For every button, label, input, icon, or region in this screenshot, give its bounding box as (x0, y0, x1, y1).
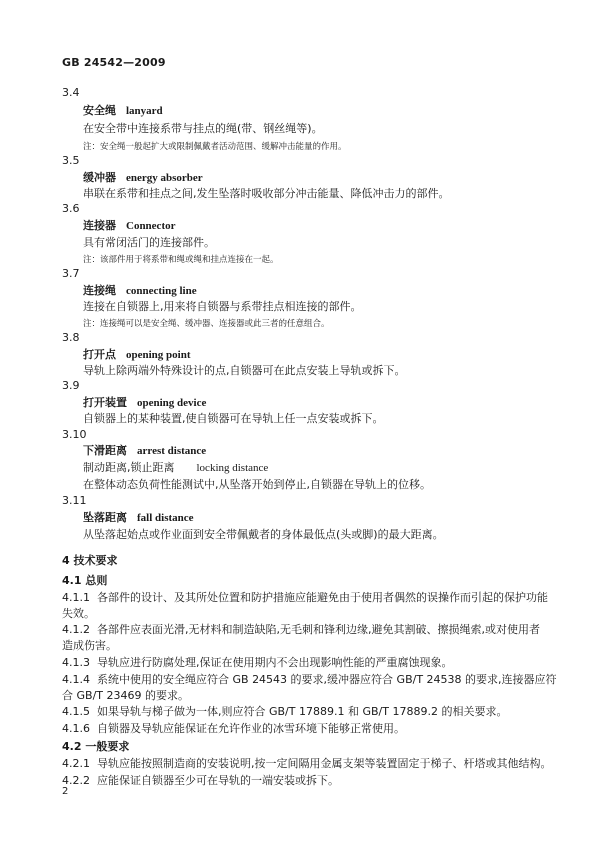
clause-number: 4.1.3 (62, 656, 90, 669)
clause-continuation: 造成伤害。 (62, 639, 117, 652)
clause-text: 系统中使用的安全绳应符合 GB 24543 的要求,缓冲器应符合 GB/T 24538 的要求,连接器应符 (97, 673, 557, 686)
term-heading (83, 103, 543, 119)
term-en: fall distance (137, 512, 194, 524)
clause-number: 4.1.5 (62, 705, 90, 718)
term-heading (83, 347, 543, 363)
term-alternative (83, 460, 543, 476)
term-zh: 连接绳 (83, 284, 116, 297)
section-title: 4 技术要求 (62, 554, 118, 567)
term-en: connecting line (126, 285, 197, 297)
term-note: 注：连接绳可以是安全绳、缓冲器、连接器或此三者的任意组合。 (83, 319, 330, 329)
term-number: 3.8 (62, 331, 80, 344)
term-note: 注：安全绳一般起扩大或限制佩戴者活动范围、缓解冲击能量的作用。 (83, 142, 347, 152)
term-number: 3.7 (62, 267, 80, 280)
term-number: 3.11 (62, 494, 87, 507)
term-number: 3.5 (62, 154, 80, 167)
subsection-title: 4.1 总则 (62, 574, 108, 587)
clause-line (62, 672, 557, 688)
subsection-title: 4.2 一般要求 (62, 740, 130, 753)
term-definition: 串联在系带和挂点之间,发生坠落时吸收部分冲击能量、降低冲击力的部件。 (83, 187, 450, 200)
clause-line (62, 655, 542, 671)
term-en: Connector (126, 220, 176, 232)
clause-line (62, 773, 542, 789)
clause-line (62, 622, 542, 638)
term-zh: 安全绳 (83, 104, 116, 117)
standard-number: GB 24542—2009 (62, 56, 166, 69)
term-definition: 自锁器上的某种装置,使自锁器可在导轨上任一点安装或拆下。 (83, 412, 384, 425)
term-heading (83, 283, 543, 299)
clause-number: 4.2.1 (62, 757, 90, 770)
term-en: arrest distance (137, 445, 207, 457)
clause-number: 4.2.2 (62, 774, 90, 787)
term-zh: 打开点 (83, 348, 116, 361)
term-alt-en: locking distance (196, 462, 269, 474)
term-zh: 打开装置 (83, 396, 127, 409)
term-en: lanyard (126, 105, 163, 117)
clause-number: 4.1.1 (62, 591, 90, 604)
term-definition: 具有常闭活门的连接部件。 (83, 236, 215, 249)
clause-text: 各部件的设计、及其所处位置和防护措施应能避免由于使用者偶然的误操作而引起的保护功能 (97, 591, 548, 604)
term-heading (83, 218, 543, 234)
clause-text: 各部件应表面光滑,无材料和制造缺陷,无毛刺和锋利边缘,避免其割破、擦损绳索,或对使用者 (97, 623, 540, 636)
term-note: 注：该部件用于将系带和绳或绳和挂点连接在一起。 (83, 255, 279, 265)
clause-number: 4.1.4 (62, 673, 90, 686)
clause-text: 导轨应能按照制造商的安装说明,按一定间隔用金属支架等装置固定于梯子、杆塔或其他结构。 (97, 757, 552, 770)
term-zh: 下滑距离 (83, 444, 127, 457)
term-number: 3.9 (62, 379, 80, 392)
clause-line (62, 756, 552, 772)
clause-text: 导轨应进行防腐处理,保证在使用期内不会出现影响性能的严重腐蚀现象。 (97, 656, 453, 669)
term-definition: 连接在自锁器上,用来将自锁器与系带挂点相连接的部件。 (83, 300, 362, 313)
term-zh: 连接器 (83, 219, 116, 232)
term-definition: 从坠落起始点或作业面到安全带佩戴者的身体最低点(头或脚)的最大距离。 (83, 528, 444, 541)
clause-text: 应能保证自锁器至少可在导轨的一端安装或拆下。 (97, 774, 339, 787)
term-definition: 导轨上除两端外特殊设计的点,自锁器可在此点安装上导轨或拆下。 (83, 364, 406, 377)
term-heading (83, 395, 543, 411)
clause-continuation: 合 GB/T 23469 的要求。 (62, 689, 189, 702)
term-heading (83, 443, 543, 459)
clause-text: 自锁器及导轨应能保证在允许作业的冰雪环境下能够正常使用。 (97, 722, 405, 735)
clause-line (62, 704, 542, 720)
clause-line (62, 721, 542, 737)
term-alt-zh: 制动距离,锁止距离 (83, 461, 175, 474)
clause-text: 如果导轨与梯子做为一体,则应符合 GB/T 17889.1 和 GB/T 17889.2 的相关要求。 (97, 705, 508, 718)
page-number: 2 (62, 786, 69, 797)
term-definition: 在安全带中连接系带与挂点的绳(带、钢丝绳等)。 (83, 122, 323, 135)
term-number: 3.6 (62, 202, 80, 215)
term-en: opening point (126, 349, 191, 361)
term-zh: 缓冲器 (83, 171, 116, 184)
term-heading (83, 510, 543, 526)
clause-number: 4.1.2 (62, 623, 90, 636)
term-heading (83, 170, 543, 186)
term-en: opening device (137, 397, 207, 409)
term-number: 3.10 (62, 428, 87, 441)
clause-line (62, 590, 548, 606)
clause-number: 4.1.6 (62, 722, 90, 735)
term-en: energy absorber (126, 172, 203, 184)
term-number: 3.4 (62, 86, 80, 99)
clause-continuation: 失效。 (62, 607, 95, 620)
term-definition: 在整体动态负荷性能测试中,从坠落开始到停止,自锁器在导轨上的位移。 (83, 478, 431, 491)
term-zh: 坠落距离 (83, 511, 127, 524)
